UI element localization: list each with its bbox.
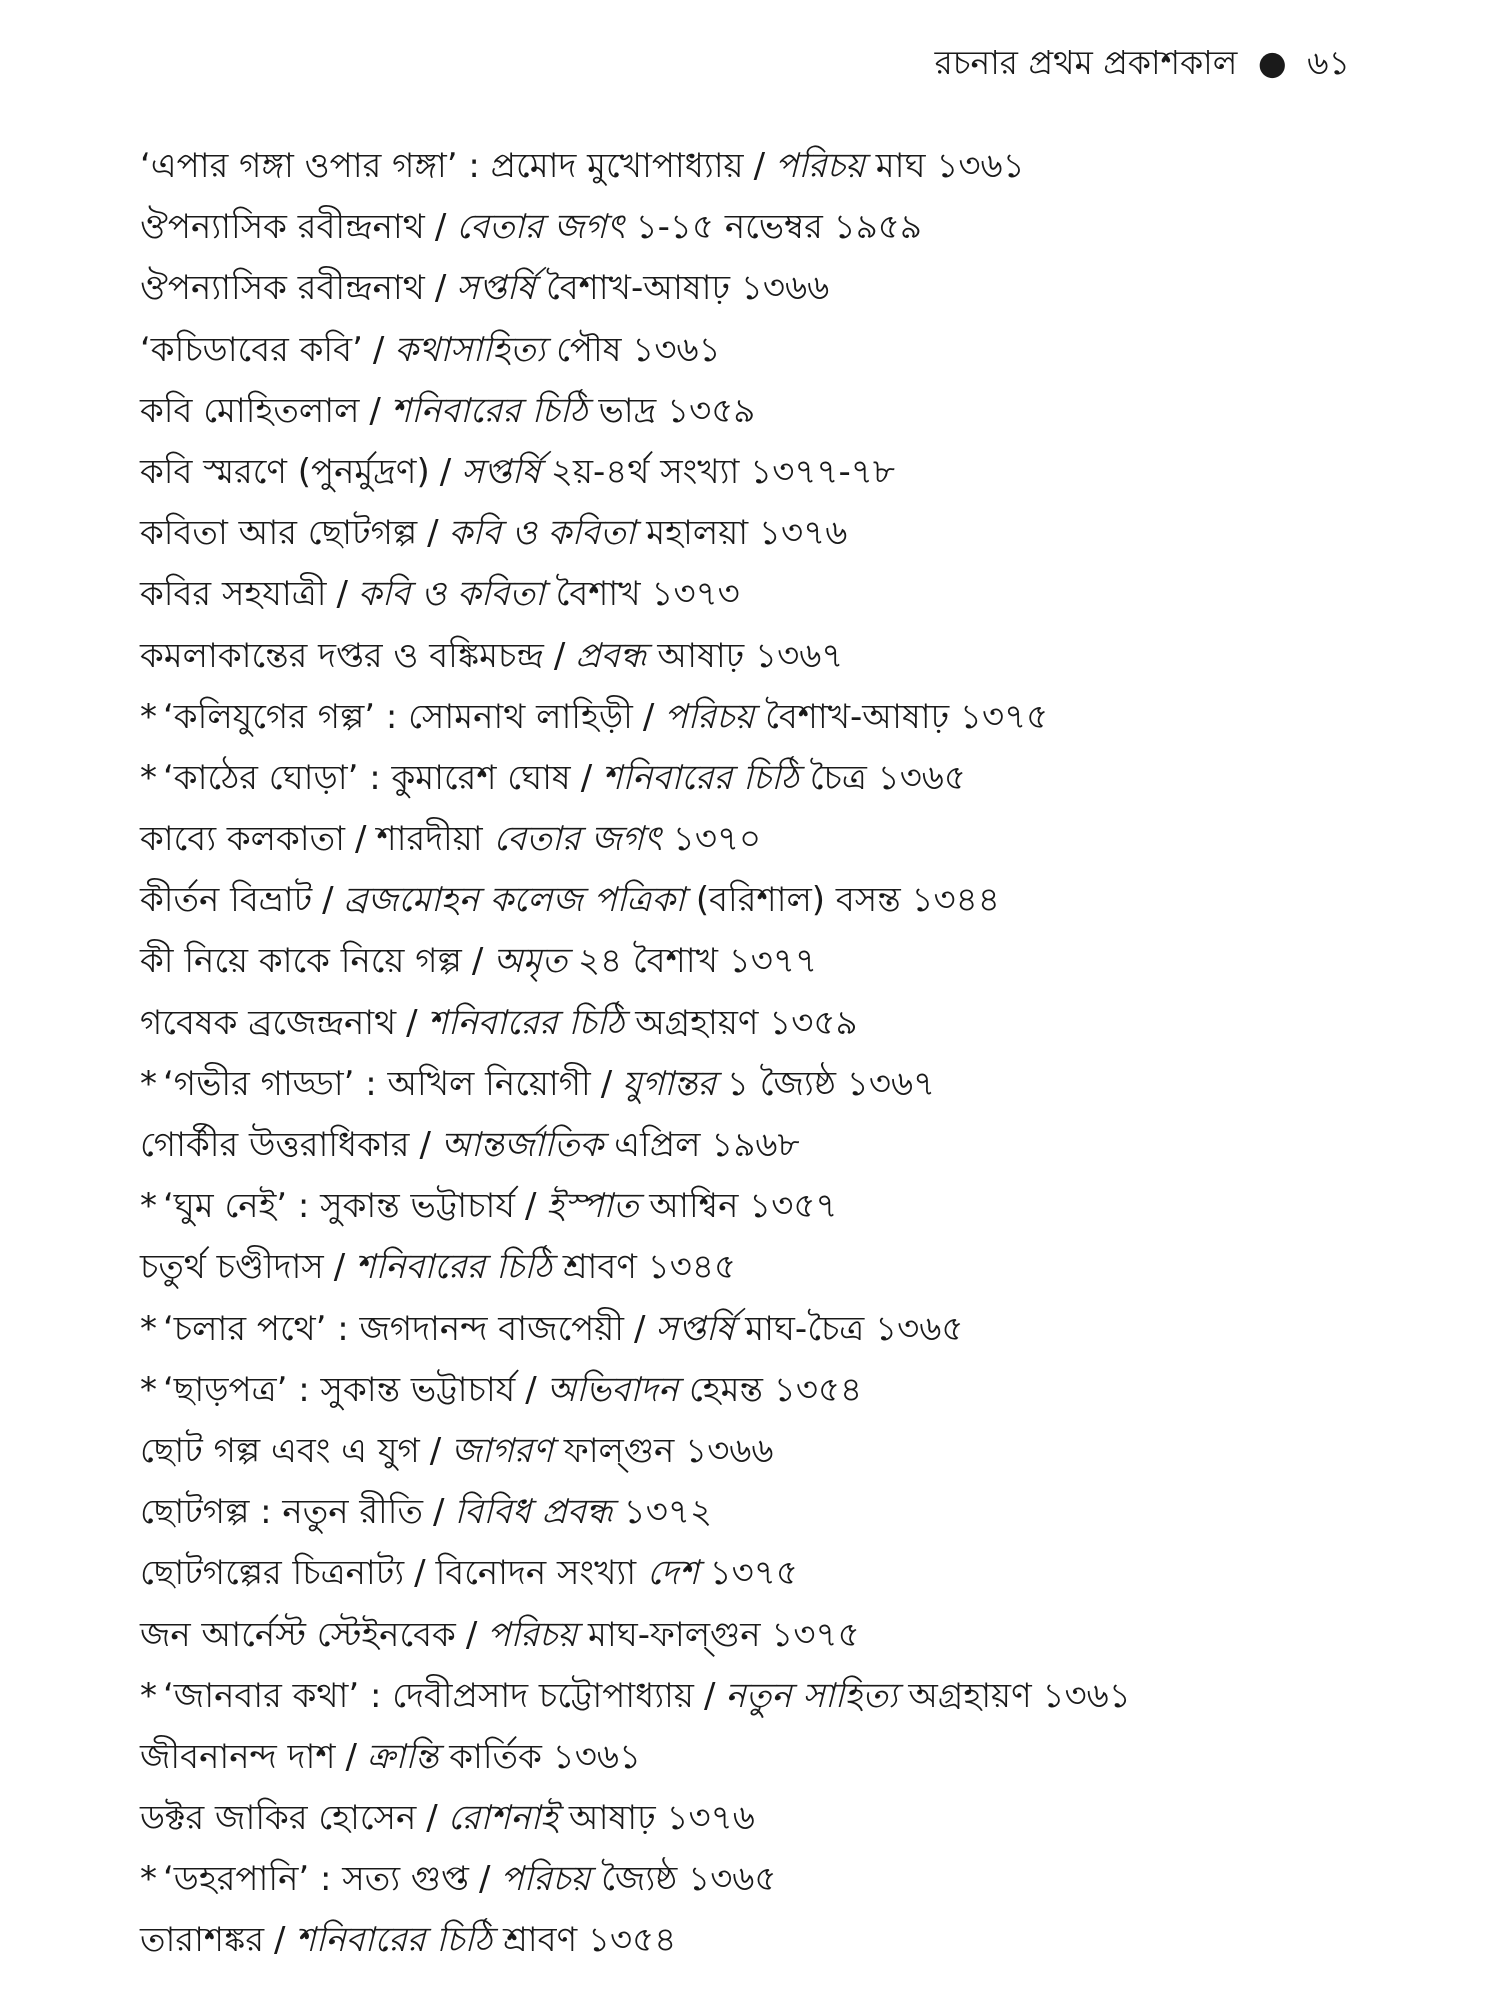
entry-title: ছোট গল্প এবং এ যুগ: [140, 1430, 420, 1471]
entry-separator: /: [434, 207, 447, 248]
list-item: [140, 503, 1420, 564]
entry-date: বৈশাখ-আষাঢ় ১৩৬৬: [545, 268, 830, 309]
entry-journal: দেশ: [646, 1553, 699, 1594]
entry-journal: সপ্তর্ষি: [456, 268, 536, 309]
entry-date: অগ্রহায়ণ ১৩৫৯: [635, 1002, 858, 1043]
entry-separator: /: [432, 1492, 445, 1533]
entry-journal: ইস্পাত: [546, 1186, 639, 1227]
list-item: [140, 1115, 1420, 1176]
entry-date: এপ্রিল ১৯৬৮: [614, 1125, 800, 1165]
entry-date: বৈশাখ-আষাঢ় ১৩৭৫: [765, 696, 1049, 737]
entry-title: গবেষক ব্রজেন্দ্রনাথ: [140, 1002, 397, 1043]
entry-date: মহালয়া ১৩৭৬: [646, 513, 848, 554]
entry-journal: সপ্তর্ষি: [655, 1308, 735, 1349]
entry-title: জীবনানন্দ দাশ: [140, 1736, 336, 1777]
list-item: [140, 1054, 1420, 1115]
list-item: [140, 1605, 1420, 1666]
entry-date: (বরিশাল) বসন্ত ১৩৪৪: [695, 880, 1000, 921]
list-item: [140, 626, 1420, 687]
list-item: [140, 136, 1420, 197]
entry-journal: পরিচয়: [664, 696, 755, 737]
entry-separator: /: [419, 1125, 431, 1165]
entry-title: কবিতা আর ছোটগল্প: [140, 513, 418, 554]
entry-journal: শনিবারের চিঠি: [355, 1247, 553, 1288]
entry-date: জ্যৈষ্ঠ ১৩৬৫: [601, 1859, 777, 1900]
entry-journal: প্রবন্ধ: [575, 635, 647, 676]
entry-date: ২য়-৪র্থ সংখ্যা ১৩৭৭-৭৮: [550, 451, 895, 492]
entry-title: কবির সহযাত্রী: [140, 574, 327, 615]
entry-separator: /: [525, 1369, 537, 1410]
entry-star-marker: *: [140, 696, 157, 737]
list-item: [140, 1788, 1420, 1849]
entry-title: চতুর্থ চণ্ডীদাস: [140, 1247, 324, 1288]
entry-title: ঔপন্যাসিক রবীন্দ্রনাথ: [140, 207, 425, 248]
entry-journal: শনিবারের চিঠি: [427, 1002, 625, 1043]
entry-title: ‘কচিডাবের কবি’: [140, 329, 363, 370]
entry-separator: /: [434, 268, 447, 309]
entry-title: কবি স্মরণে (পুনর্মুদ্রণ): [140, 451, 430, 492]
entry-date: মাঘ ১৩৬১: [875, 146, 1025, 186]
entry-title: ‘জানবার কথা’ : দেবীপ্রসাদ চট্টোপাধ্যায়: [163, 1675, 694, 1716]
entry-date: ১৩৭২: [623, 1492, 713, 1533]
entry-journal: ক্রান্তি: [366, 1736, 439, 1777]
entry-date: অগ্রহায়ণ ১৩৬১: [908, 1675, 1131, 1716]
list-item: [140, 564, 1420, 625]
entry-date: বৈশাখ ১৩৭৩: [555, 574, 740, 615]
list-item: [140, 320, 1420, 381]
entry-journal: রোশনাই: [447, 1798, 559, 1839]
list-item: [140, 687, 1420, 748]
entry-separator: /: [465, 1614, 478, 1655]
entry-date: কার্তিক ১৩৬১: [449, 1736, 642, 1777]
entry-journal: অমৃত: [493, 941, 568, 982]
entry-journal: আন্তর্জাতিক: [440, 1125, 604, 1165]
entry-title: ‘চলার পথে’ : জগদানন্দ বাজপেয়ী: [163, 1308, 625, 1349]
entry-date: হেমন্ত ১৩৫৪: [689, 1369, 863, 1410]
entry-title: ‘ছাড়পত্র’ : সুকান্ত ভট্টাচার্য: [163, 1369, 516, 1410]
entry-star-marker: *: [140, 1186, 157, 1227]
entry-journal: বেতার জগৎ: [456, 207, 625, 248]
entry-journal: শনিবারের চিঠি: [602, 757, 799, 798]
entry-title: ‘কাঠের ঘোড়া’ : কুমারেশ ঘোষ: [163, 757, 571, 798]
entry-pre-text: শারদীয়া: [376, 819, 483, 860]
list-item: [140, 993, 1420, 1054]
entry-title: জন আর্নেস্ট স্টেইনবেক: [140, 1614, 456, 1655]
entry-date: পৌষ ১৩৬১: [556, 329, 721, 370]
entry-journal: অভিবাদন: [546, 1369, 679, 1410]
list-item: [140, 1176, 1420, 1237]
entry-separator: /: [524, 1186, 537, 1227]
entry-separator: /: [406, 1002, 418, 1043]
entry-star-marker: *: [140, 757, 157, 798]
entry-title: কাব্যে কলকাতা: [140, 819, 346, 860]
list-item: [140, 1360, 1420, 1421]
entry-separator: /: [471, 941, 484, 982]
entry-title: ছোটগল্প : নতুন রীতি: [140, 1492, 423, 1533]
entry-date: মাঘ-ফাল্গুন ১৩৭৫: [587, 1614, 860, 1655]
entry-journal: পরিচয়: [487, 1614, 578, 1655]
entry-title: কমলাকান্তের দপ্তর ও বঙ্কিমচন্দ্র: [140, 635, 544, 676]
entry-pre-text: বিনোদন সংখ্যা: [435, 1553, 637, 1594]
entry-date: আষাঢ় ১৩৬৭: [657, 635, 844, 676]
entry-title: গোর্কীর উত্তরাধিকার: [140, 1125, 410, 1165]
list-item: [140, 1482, 1420, 1543]
entry-star-marker: *: [140, 1675, 157, 1716]
entry-title: ছোটগল্পের চিত্রনাট্য: [140, 1553, 405, 1594]
entry-separator: /: [427, 513, 439, 554]
list-item: [140, 931, 1420, 992]
entry-title: ‘ঘুম নেই’ : সুকান্ত ভট্টাচার্য: [163, 1186, 515, 1227]
entry-journal: জাগরণ: [451, 1430, 554, 1471]
list-item: [140, 1421, 1420, 1482]
entry-separator: /: [429, 1430, 442, 1471]
entry-separator: /: [600, 1063, 613, 1104]
entry-date: ২৪ বৈশাখ ১৩৭৭: [577, 941, 818, 982]
entry-separator: /: [478, 1859, 491, 1900]
entry-date: আশ্বিন ১৩৫৭: [649, 1186, 838, 1227]
list-item: [140, 197, 1420, 258]
entry-separator: /: [369, 390, 381, 431]
entry-journal: বিবিধ প্রবন্ধ: [454, 1492, 613, 1533]
list-item: [140, 809, 1420, 870]
entry-journal: সপ্তর্ষি: [461, 451, 541, 492]
entry-journal: শনিবারের চিঠি: [295, 1920, 493, 1961]
entry-separator: /: [372, 329, 385, 370]
entry-title: কীর্তন বিভ্রাট: [140, 880, 313, 921]
list-item: [140, 1849, 1420, 1910]
entry-title: ‘ডহরপানি’ : সত্য গুপ্ত: [163, 1859, 469, 1900]
entry-separator: /: [345, 1736, 357, 1777]
entry-separator: /: [642, 696, 655, 737]
entry-journal: নতুন সাহিত্য: [725, 1675, 898, 1716]
entry-journal: পরিচয়: [775, 146, 865, 186]
entry-journal: ব্রজমোহন কলেজ পত্রিকা: [343, 880, 686, 921]
entry-journal: যুগান্তর: [622, 1063, 717, 1104]
entry-separator: /: [426, 1798, 438, 1839]
entry-separator: /: [336, 574, 348, 615]
entry-journal: কবি ও কবিতা: [357, 574, 545, 615]
entry-journal: কবি ও কবিতা: [448, 513, 636, 554]
entry-date: মাঘ-চৈত্র ১৩৬৫: [745, 1308, 964, 1349]
entry-title: কী নিয়ে কাকে নিয়ে গল্প: [140, 941, 462, 982]
list-item: [140, 870, 1420, 931]
entry-date: ফাল্গুন ১৩৬৬: [563, 1430, 774, 1471]
list-item: [140, 381, 1420, 442]
entry-star-marker: *: [140, 1369, 157, 1410]
list-item: [140, 1666, 1420, 1727]
entry-title: ‘এপার গঙ্গা ওপার গঙ্গা’ : প্রমোদ মুখোপাধ্যায়: [140, 146, 744, 186]
entry-separator: /: [753, 146, 766, 186]
entry-separator: /: [703, 1675, 716, 1716]
list-item: [140, 258, 1420, 319]
entry-date: শ্রাবণ ১৩৪৫: [562, 1247, 737, 1288]
entry-journal: পরিচয়: [500, 1859, 591, 1900]
entry-star-marker: *: [140, 1063, 157, 1104]
entry-journal: কথাসাহিত্য: [394, 329, 546, 370]
entry-date: ১৩৭৫: [709, 1553, 798, 1594]
entry-title: ঔপন্যাসিক রবীন্দ্রনাথ: [140, 268, 425, 309]
entry-journal: শনিবারের চিঠি: [390, 390, 588, 431]
entry-title: ‘গভীর গাড্ডা’ : অখিল নিয়োগী: [163, 1063, 591, 1104]
entry-list: [140, 136, 1420, 1972]
entry-date: ১-১৫ নভেম্বর ১৯৫৯: [635, 207, 922, 248]
entry-title: ‘কলিযুগের গল্প’ : সোমনাথ লাহিড়ী: [163, 696, 633, 737]
entry-date: ভাদ্র ১৩৫৯: [598, 390, 756, 431]
entry-separator: /: [439, 451, 452, 492]
list-item: [140, 748, 1420, 809]
entry-separator: /: [322, 880, 334, 921]
entry-separator: /: [274, 1920, 286, 1961]
entry-separator: /: [414, 1553, 426, 1594]
list-item: [140, 1299, 1420, 1360]
entry-date: ১৩৭০: [672, 819, 762, 860]
list-item: [140, 442, 1420, 503]
entry-separator: /: [580, 757, 593, 798]
list-item: [140, 1543, 1420, 1604]
entry-separator: /: [553, 635, 566, 676]
entry-title: তারাশঙ্কর: [140, 1920, 265, 1961]
entry-title: কবি মোহিতলাল: [140, 390, 360, 431]
entry-journal: বেতার জগৎ: [493, 819, 662, 860]
entry-separator: /: [333, 1247, 346, 1288]
entry-title: ডক্টর জাকির হোসেন: [140, 1798, 417, 1839]
list-item: [140, 1910, 1420, 1971]
list-item: [140, 1237, 1420, 1298]
entry-date: ১ জ্যৈষ্ঠ ১৩৬৭: [726, 1063, 936, 1104]
entry-star-marker: *: [140, 1859, 157, 1900]
entry-star-marker: *: [140, 1308, 157, 1349]
list-item: [140, 1727, 1420, 1788]
entry-date: শ্রাবণ ১৩৫৪: [503, 1920, 677, 1961]
page-number: ৬১: [1307, 43, 1350, 82]
header-title: রচনার প্রথম প্রকাশকাল: [934, 43, 1238, 82]
entry-separator: /: [634, 1308, 646, 1349]
entry-date: আষাঢ় ১৩৭৬: [568, 1798, 755, 1839]
entry-date: চৈত্র ১৩৬৫: [809, 757, 966, 798]
header-bullet: ●: [1257, 43, 1287, 82]
running-header: [935, 38, 1350, 88]
entry-separator: /: [355, 819, 367, 860]
